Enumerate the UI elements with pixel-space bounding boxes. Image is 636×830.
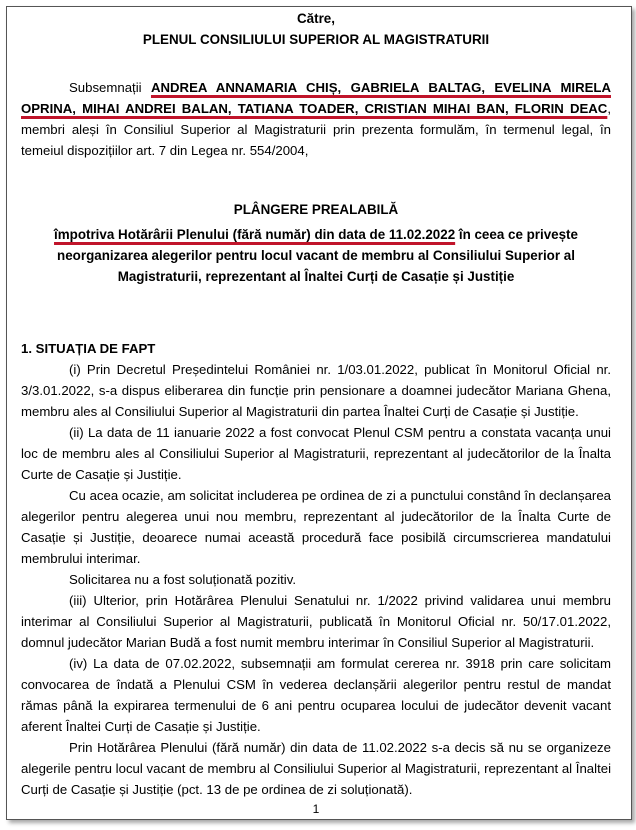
document-title: PLÂNGERE PREALABILĂ	[233, 202, 399, 217]
paragraph-i: (i) Prin Decretul Președintelui României nr. 1/03.01.2022, publicat în Monitorul Oficial nr. 3/3.01.2022, s-a dispus eliberarea din funcție prin pensionare a doamnei judecător Mariana Ghena, membru ales al Consiliului Superior al Magistraturii din partea Înaltei Curți de Casație și Justiție.	[21, 362, 611, 419]
document-page	[6, 6, 632, 820]
signatory-names: ANDREA ANNAMARIA CHIȘ, GABRIELA BALTAG, EVELINA MIRELA OPRINA, MIHAI ANDREI BALAN, TATIANA TOADER, CRISTIAN MIHAI BAN, FLORIN DEAC	[21, 80, 611, 116]
subject-underlined: împotriva Hotărârii Plenului (fără număr) din data de 11.02.2022	[54, 227, 456, 242]
addressee-line: Către,	[297, 11, 335, 26]
intro-lead: Subsemnații	[69, 80, 151, 95]
section-heading: 1. SITUAȚIA DE FAPT	[21, 341, 156, 356]
paragraph-request: Cu acea ocazie, am solicitat includerea pe ordinea de zi a punctului constând în declanșarea alegerilor pentru alegerea unui nou membru, reprezentant al judecătorilor de la Înalta Curte de Casație și Justiție, deoarece numai această procedură face posibilă circumscrierea mandatului membrului interimar.	[21, 488, 611, 566]
paragraph-ii: (ii) La data de 11 ianuarie 2022 a fost convocat Plenul CSM pentru a constata vacanța unui loc de membru ales al Consiliului Superior al Magistraturii, reprezentant al judecătorilor de la Înalta Curte de Casație și Justiție.	[21, 425, 611, 482]
paragraph-outcome: Solicitarea nu a fost soluționată pozitiv.	[69, 572, 297, 587]
page-number: 1	[312, 802, 320, 816]
intro-rest: , membri aleși în Consiliul Superior al Magistraturii prin prezenta formulăm, în termenul legal, în temeiul dispozițiilor art. 7 din Legea nr. 554/2004,	[21, 101, 611, 158]
addressee-institution: PLENUL CONSILIULUI SUPERIOR AL MAGISTRATURII	[142, 32, 490, 47]
paragraph-iv: (iv) La data de 07.02.2022, subsemnații am formulat cererea nr. 3918 prin care solicitam convocarea de îndată a Plenului CSM în vederea declanșării alegerilor pentru restul de mandat rămas până la expirarea termenului de 6 ani pentru ocuparea locului de judecător devenit vacant aferent Înaltei Curți de Casație și Justiție.	[21, 656, 611, 734]
paragraph-iii: (iii) Ulterior, prin Hotărârea Plenului Senatului nr. 1/2022 privind validarea unui membru interimar al Consiliului Superior al Magistraturii, publicată în Monitorul Oficial nr. 50/17.01.2022, domnul judecător Marian Budă a fost numit membru interimar în Consiliul Superior al Magistraturii.	[21, 593, 611, 650]
paragraph-decision: Prin Hotărârea Plenului (fără număr) din data de 11.02.2022 s-a decis să nu se organizeze alegerile pentru locul vacant de membru al Consiliului Superior al Magistraturii, reprezentant al Înaltei Curți de Casație și Justiție (pct. 13 de pe ordinea de zi soluționată).	[21, 740, 611, 797]
subject-rest: în ceea ce privește neorganizarea alegerilor pentru locul vacant de membru al Consiliului Superior al Magistraturii, reprezentant al Înaltei Curți de Casație și Justiție	[57, 227, 578, 284]
document-subject	[21, 224, 611, 287]
intro-paragraph	[21, 77, 611, 161]
section-facts	[21, 338, 611, 800]
